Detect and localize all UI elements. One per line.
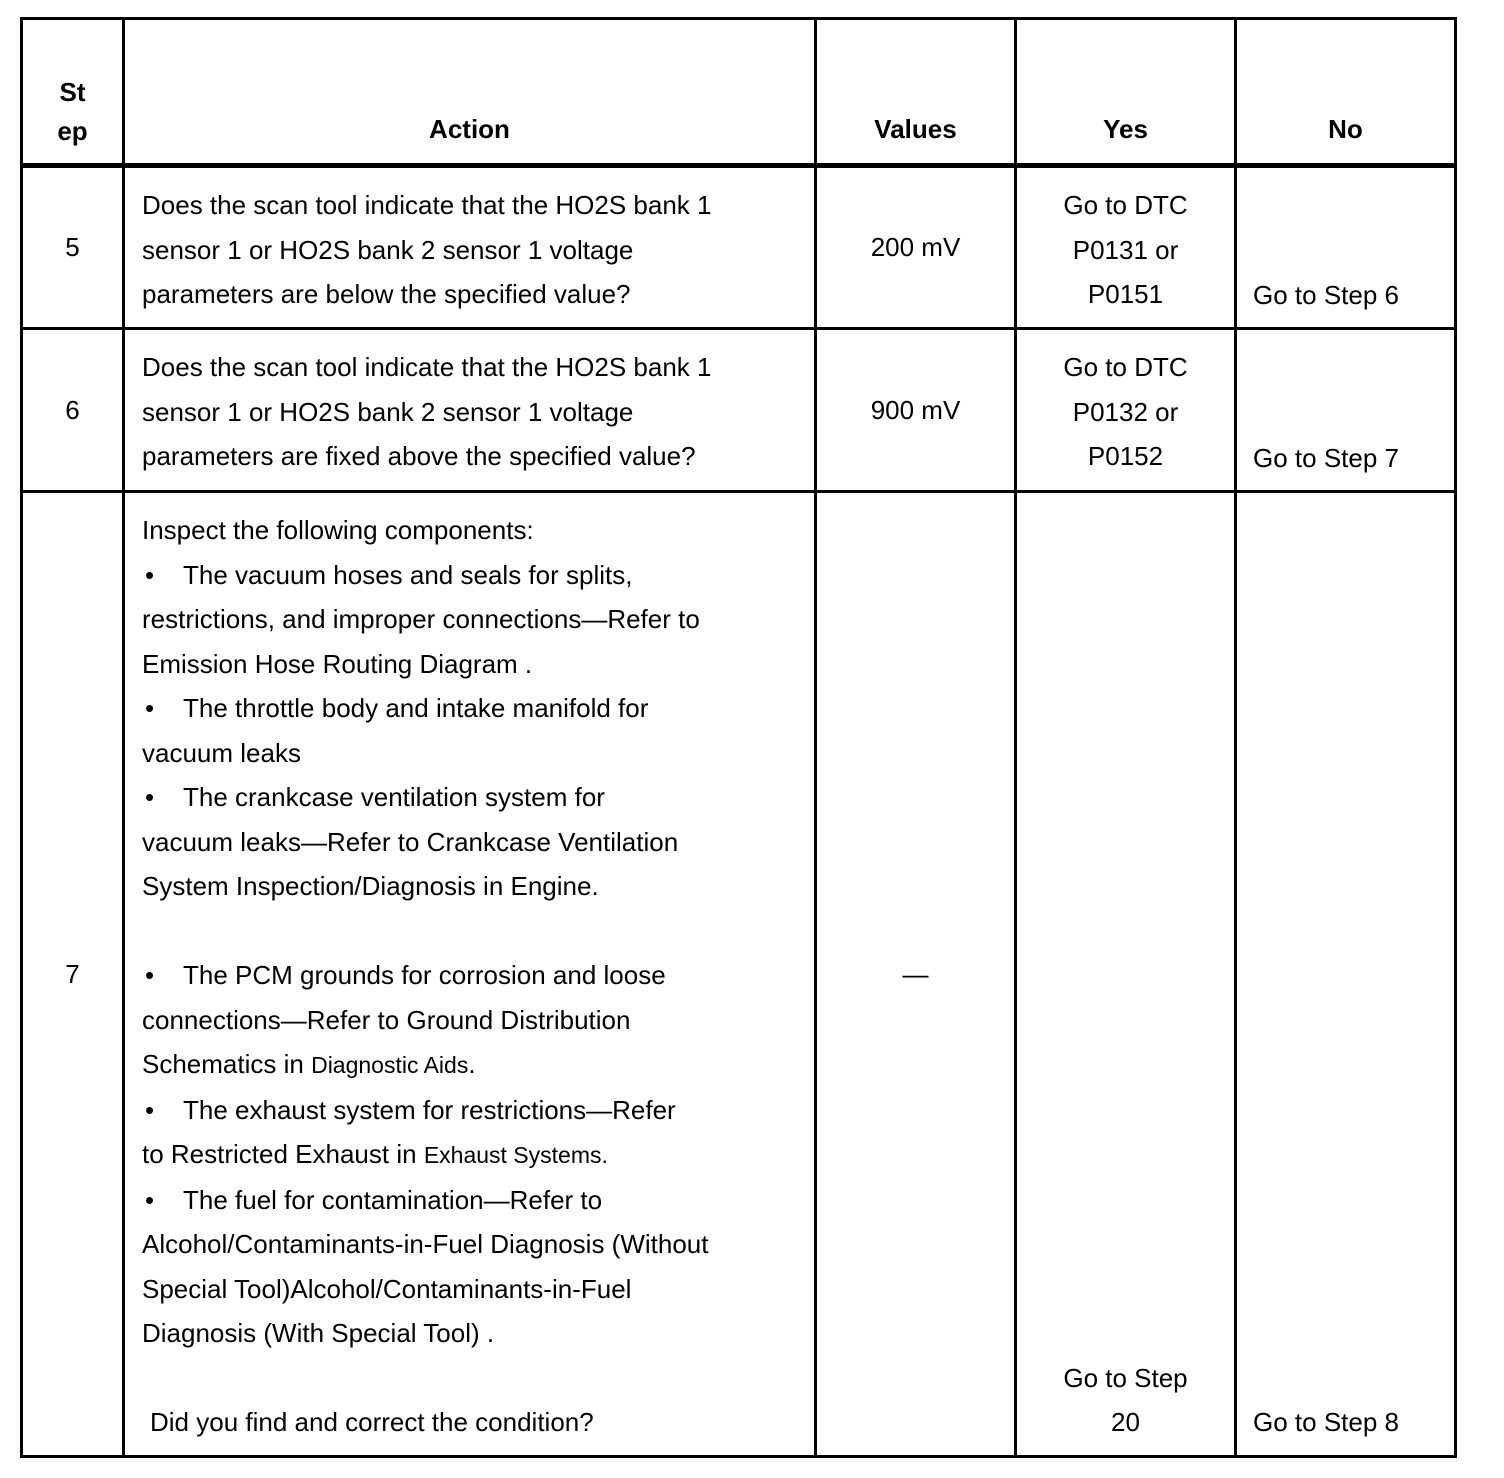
yes-line: 20	[1111, 1407, 1140, 1437]
yes-line: P0131 or	[1072, 234, 1179, 265]
bullet-icon: •	[145, 1184, 155, 1215]
yes-line: P0152	[1087, 441, 1164, 471]
yes-line: Go to DTC	[1063, 190, 1188, 220]
blank-line	[142, 1356, 804, 1401]
header-no: No	[1236, 19, 1456, 166]
header-step-line2: ep	[57, 116, 88, 146]
action-line: Does the scan tool indicate that the HO2S bank 1	[142, 190, 712, 220]
reference-link-text: Exhaust Systems.	[423, 1142, 608, 1168]
bullet-icon: •	[145, 693, 155, 723]
bullet-continuation: System Inspection/Diagnosis in Engine.	[142, 871, 599, 901]
table-row-step-7	[22, 492, 1456, 1457]
bullet-item	[142, 553, 804, 598]
action-line: sensor 1 or HO2S bank 2 sensor 1 voltage	[142, 396, 634, 427]
action-line: Does the scan tool indicate that the HO2S bank 1	[142, 352, 712, 382]
bullet-continuation: restrictions, and improper connections—Refer to	[142, 604, 700, 634]
yes-line: P0151	[1087, 279, 1164, 309]
yes-line: P0132 or	[1072, 396, 1179, 427]
bullet-continuation	[142, 1132, 804, 1178]
reference-link-text: Diagnostic Aids	[311, 1052, 469, 1078]
action-intro: Inspect the following components:	[142, 515, 534, 545]
header-yes: Yes	[1016, 19, 1236, 166]
header-step	[22, 19, 124, 166]
action-line: sensor 1 or HO2S bank 2 sensor 1 voltage	[142, 234, 634, 265]
no-cell: Go to Step 6	[1236, 166, 1456, 329]
header-values: Values	[816, 19, 1016, 166]
action-text	[124, 166, 816, 329]
yes-cell	[1016, 492, 1236, 1457]
bullet-continuation: Diagnosis (With Special Tool) .	[142, 1318, 495, 1348]
bullet-continuation: Emission Hose Routing Diagram .	[142, 648, 533, 679]
blank-line	[142, 909, 804, 954]
action-line: parameters are fixed above the specified value?	[142, 441, 696, 471]
table-row-step-6	[22, 329, 1456, 492]
value-cell: 900 mV	[816, 329, 1016, 492]
bullet-continuation	[142, 1042, 804, 1088]
header-row	[22, 19, 1456, 166]
bullet-item	[142, 953, 804, 998]
header-action: Action	[124, 19, 816, 166]
action-text	[124, 492, 816, 1457]
value-cell: 200 mV	[816, 166, 1016, 329]
yes-cell	[1016, 329, 1236, 492]
table-row-step-5	[22, 166, 1456, 329]
action-text	[124, 329, 816, 492]
bullet-icon: •	[145, 1094, 155, 1125]
bullet-continuation: Special Tool)Alcohol/Contaminants-in-Fuel	[142, 1273, 632, 1304]
diagnostic-table	[20, 17, 1457, 1458]
text-run: Schematics in	[142, 1049, 312, 1079]
bullet-text: The vacuum hoses and seals for splits,	[183, 559, 633, 590]
no-cell: Go to Step 7	[1236, 329, 1456, 492]
step-number: 7	[22, 492, 124, 1457]
text-run: .	[468, 1049, 476, 1079]
header-step-line1: St	[59, 77, 86, 107]
bullet-item	[142, 1178, 804, 1223]
bullet-item	[142, 1088, 804, 1133]
yes-cell	[1016, 166, 1236, 329]
bullet-text: The exhaust system for restrictions—Refer	[183, 1094, 676, 1125]
bullet-icon: •	[145, 782, 155, 812]
yes-line: Go to Step	[1063, 1362, 1188, 1393]
bullet-icon: •	[145, 960, 155, 990]
bullet-continuation: Alcohol/Contaminants-in-Fuel Diagnosis (Without	[142, 1229, 709, 1259]
value-cell: —	[816, 492, 1016, 1457]
bullet-continuation: vacuum leaks	[142, 737, 301, 768]
bullet-text: The fuel for contamination—Refer to	[183, 1184, 603, 1215]
yes-line: Go to DTC	[1063, 352, 1188, 382]
step-number: 5	[22, 166, 124, 329]
no-cell: Go to Step 8	[1236, 492, 1456, 1457]
bullet-item	[142, 686, 804, 731]
action-question: Did you find and correct the condition?	[150, 1407, 594, 1437]
bullet-text: The crankcase ventilation system for	[183, 782, 605, 812]
bullet-item	[142, 775, 804, 820]
bullet-icon: •	[145, 559, 155, 590]
bullet-continuation: vacuum leaks—Refer to Crankcase Ventilation	[142, 826, 679, 857]
bullet-continuation: connections—Refer to Ground Distribution	[142, 1004, 631, 1035]
text-run: to Restricted Exhaust in	[142, 1139, 424, 1169]
bullet-text: The throttle body and intake manifold for	[183, 693, 649, 723]
action-line: parameters are below the specified value?	[142, 279, 631, 309]
bullet-text: The PCM grounds for corrosion and loose	[183, 960, 666, 990]
step-number: 6	[22, 329, 124, 492]
